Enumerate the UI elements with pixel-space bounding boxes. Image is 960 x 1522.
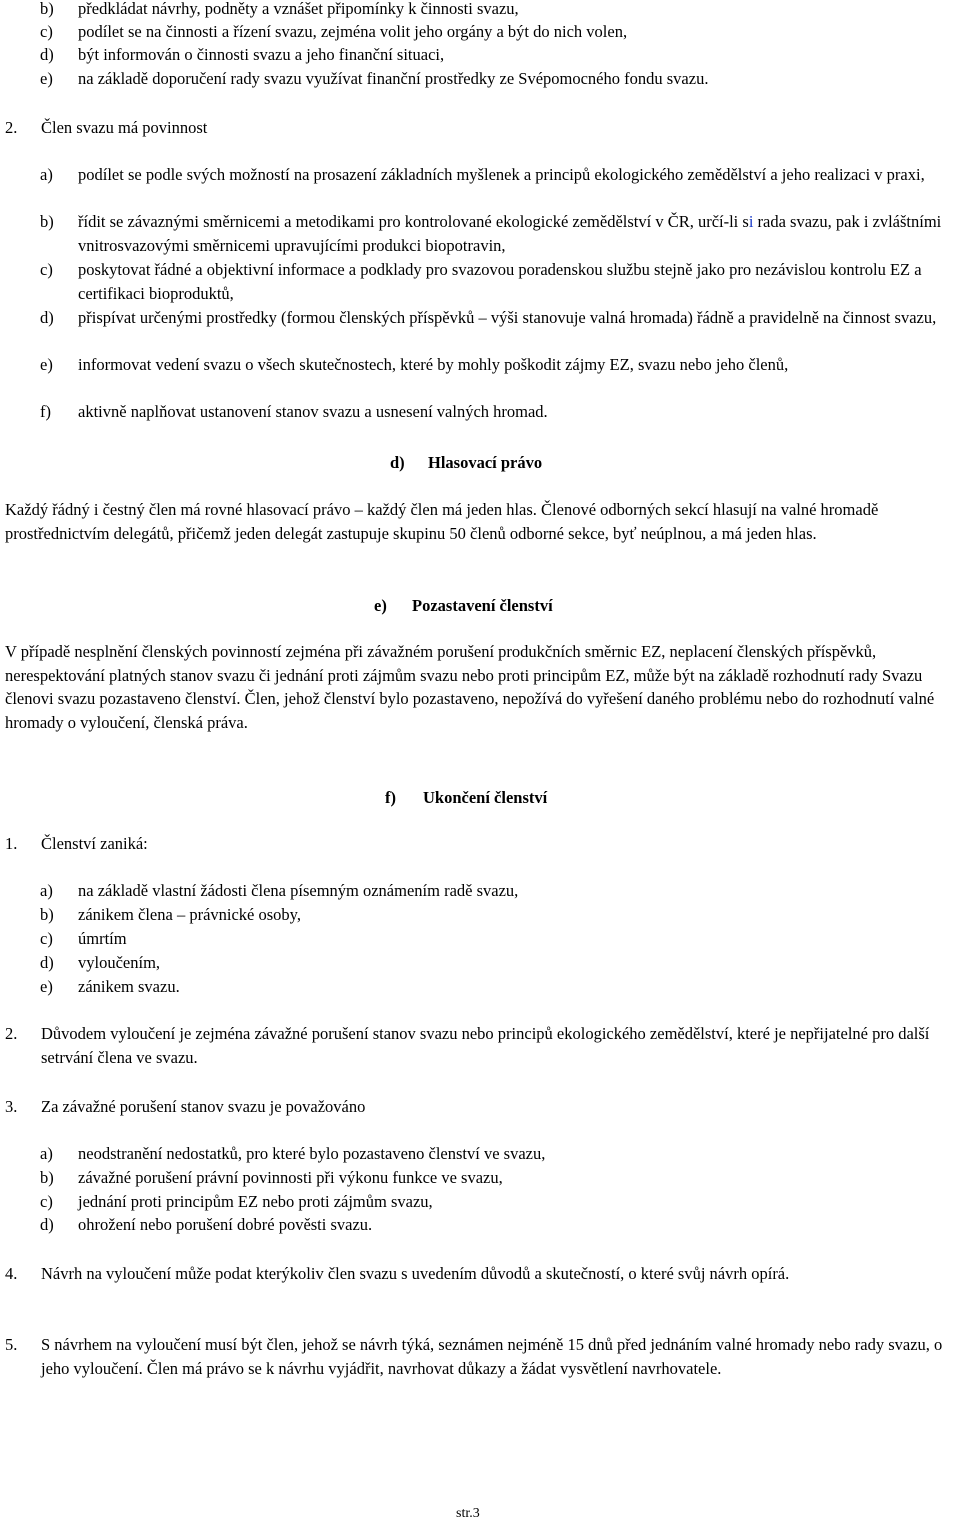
- list-item: b) řídit se závaznými směrnicemi a metodikami pro kontrolované ekologické zemědělství v ČR, určí-li si rada svazu, pak i zvláštními vnitrosvazovými směrnicemi upravujícími produkci biopotravin,: [40, 212, 942, 255]
- section-heading-voting: d) Hlasovací právo: [390, 453, 543, 472]
- section-heading-duties: 2. Člen svazu má povinnost: [5, 118, 208, 137]
- numbered-item-5: 5. S návrhem na vyloučení musí být člen, jehož se návrh týká, seznámen nejméně 15 dnů před jednáním valné hromady nebo rady svazu, o jeho vyloučení. Člen má právo se k návrhu vyjádřit, navrhovat důkazy a žádat vysvětlení navrhovatele.: [5, 1335, 943, 1378]
- list-item: b) závažné porušení právní povinnosti při výkonu funkce ve svazu,: [40, 1168, 503, 1187]
- paragraph-voting: Každý řádný i čestný člen má rovné hlasovací právo – každý člen má jeden hlas. Členové odborných sekcí hlasují na valné hromadě prostřednictvím delegátů, přičemž jeden delegát zastupuje skupinu 50 členů odborné sekce, byť neúplnou, a má jeden hlas.: [5, 500, 879, 543]
- section-heading-suspension: e) Pozastavení členství: [374, 596, 553, 615]
- numbered-item-3: 3. Za závažné porušení stanov svazu je považováno: [5, 1097, 366, 1116]
- paragraph-suspension: V případě nesplnění členských povinností zejména při závažném porušení produkčních směrnic EZ, neplacení členských příspěvků, nerespektování platných stanov svazu či jednání proti zájmům svazu nebo proti principům EZ, může být na základě rozhodnutí rady Svazu členovi svazu pozastaveno členství. Člen, jehož členství bylo pozastaveno, nepožívá do vyřešení daného problému nebo do rozhodnutí valné hromady o vyloučení, členská práva.: [5, 642, 935, 732]
- list-item: d) vyloučením,: [40, 953, 161, 972]
- list-item: c) podílet se na činnosti a řízení svazu, zejména volit jeho orgány a být do nich volen,: [40, 22, 628, 41]
- list-item: c) jednání proti principům EZ nebo proti zájmům svazu,: [40, 1192, 433, 1211]
- page-number: str.3: [456, 1506, 480, 1521]
- list-item: e) na základě doporučení rady svazu využívat finanční prostředky ze Svépomocného fondu svazu.: [40, 69, 709, 88]
- list-item: f) aktivně naplňovat ustanovení stanov svazu a usnesení valných hromad.: [40, 402, 548, 421]
- list-item: a) na základě vlastní žádosti člena písemným oznámením radě svazu,: [40, 881, 519, 900]
- list-item: d) přispívat určenými prostředky (formou členských příspěvků – výši stanovuje valná hromada) řádně a pravidelně na činnost svazu,: [40, 308, 937, 327]
- numbered-item-1: 1. Členství zaniká:: [5, 834, 148, 853]
- list-item: c) poskytovat řádné a objektivní informace a podklady pro svazovou poradenskou službu stejně jako pro nezávislou kontrolu EZ a certifikaci bioproduktů,: [40, 260, 922, 303]
- numbered-item-2: 2. Důvodem vyloučení je zejména závažné porušení stanov svazu nebo principů ekologického zemědělství, které je nepřijatelné pro další setrvání člena ve svazu.: [5, 1024, 930, 1067]
- list-item: c) úmrtím: [40, 929, 127, 948]
- list-item: d) ohrožení nebo porušení dobré pověsti svazu.: [40, 1215, 373, 1234]
- list-item: a) neodstranění nedostatků, pro které bylo pozastaveno členství ve svazu,: [40, 1144, 546, 1163]
- section-heading-termination: f) Ukončení členství: [385, 788, 548, 807]
- list-item: e) zánikem svazu.: [40, 977, 180, 996]
- list-item: a) podílet se podle svých možností na prosazení základních myšlenek a principů ekologického zemědělství a jeho realizaci v praxi,: [40, 165, 925, 184]
- list-item: b) předkládat návrhy, podněty a vznášet připomínky k činnosti svazu,: [40, 0, 519, 18]
- list-item: b) zánikem člena – právnické osoby,: [40, 905, 301, 924]
- numbered-item-4: 4. Návrh na vyloučení může podat kterýkoliv člen svazu s uvedením důvodů a skutečností, o které svůj návrh opírá.: [5, 1264, 790, 1283]
- list-item: d) být informován o činnosti svazu a jeho finanční situaci,: [40, 45, 445, 64]
- list-item: e) informovat vedení svazu o všech skutečnostech, které by mohly poškodit zájmy EZ, svazu nebo jeho členů,: [40, 355, 789, 374]
